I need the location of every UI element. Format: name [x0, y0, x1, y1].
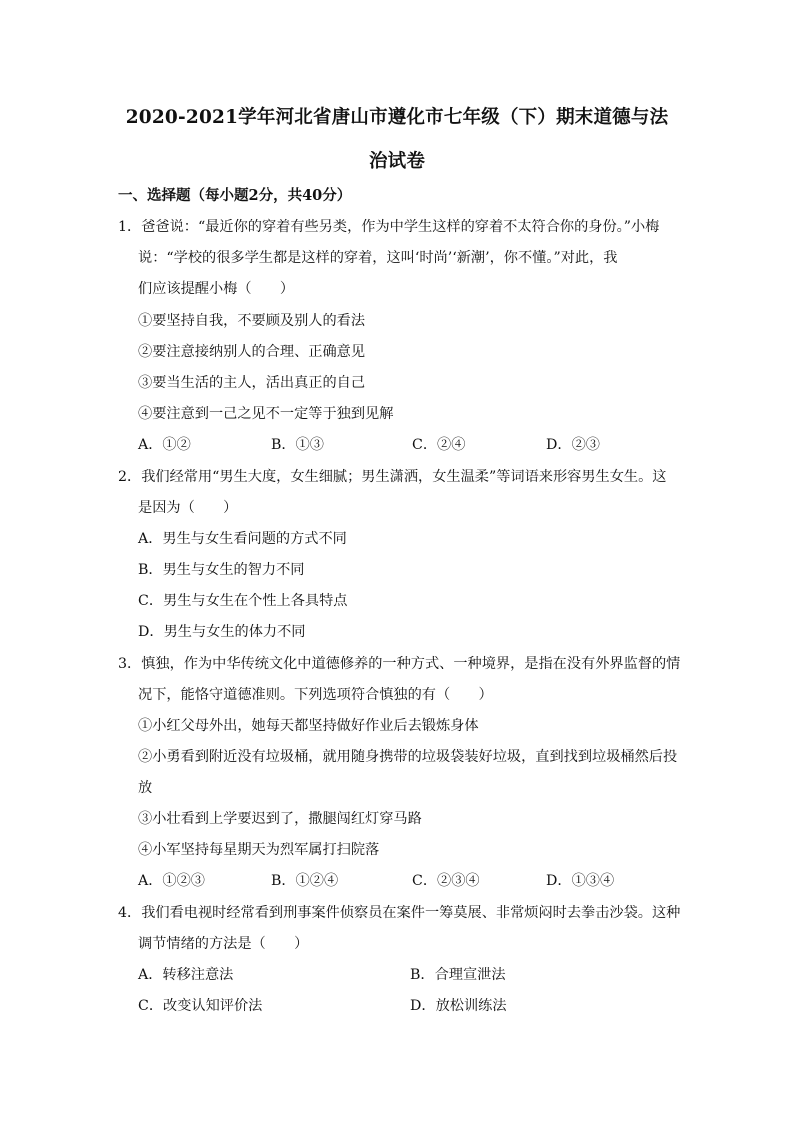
- question-1-stem-line-1: 1．爸爸说：“最近你的穿着有些另类，作为中学生这样的穿着不太符合你的身份。”小梅: [118, 219, 660, 235]
- question-3-stem-line-1: 3．慎独，作为中华传统文化中道德修养的一种方式、一种境界，是指在没有外界监督的情: [118, 656, 681, 672]
- question-3-statement-4: ④小军坚持每星期天为烈军属打扫院落: [138, 842, 380, 858]
- question-3-choice-b[interactable]: B．①②④: [271, 873, 339, 889]
- question-1-choice-a[interactable]: A．①②: [138, 437, 191, 453]
- exam-title-line-1: 2020-2021学年河北省唐山市遵化市七年级（下）期末道德与法: [125, 107, 669, 128]
- question-3-choice-d[interactable]: D．①③④: [546, 873, 615, 889]
- question-2-stem-line-2: 是因为（ ）: [138, 500, 238, 516]
- question-2-choice-c[interactable]: C．男生与女生在个性上各具特点: [138, 593, 348, 609]
- question-2-stem-line-1: 2．我们经常用“男生大度，女生细腻；男生潇洒，女生温柔”等词语来形容男生女生。这: [118, 469, 667, 485]
- question-4-stem-line-2: 调节情绪的方法是（ ）: [138, 936, 309, 952]
- question-4-stem-line-1: 4．我们看电视时经常看到刑事案件侦察员在案件一筹莫展、非常烦闷时去拳击沙袋。这种: [118, 905, 681, 921]
- question-4-choice-c[interactable]: C．改变认知评价法: [138, 998, 263, 1014]
- question-3-statement-1: ①小红父母外出，她每天都坚持做好作业后去锻炼身体: [138, 718, 479, 734]
- question-3-statement-3: ③小壮看到上学要迟到了，撒腿闯红灯穿马路: [138, 811, 422, 827]
- question-3-stem-line-2: 况下，能恪守道德准则。下列选项符合慎独的有（ ）: [138, 687, 493, 703]
- exam-title-line-2: 治试卷: [368, 151, 426, 172]
- question-2-choice-a[interactable]: A．男生与女生看问题的方式不同: [138, 531, 347, 547]
- question-4-choice-b[interactable]: B．合理宣泄法: [410, 967, 506, 983]
- question-3-statement-2: ②小勇看到附近没有垃圾桶，就用随身携带的垃圾袋装好垃圾，直到找到垃圾桶然后投: [138, 749, 678, 765]
- question-1-stem-line-3: 们应该提醒小梅（ ）: [138, 281, 295, 297]
- question-1-choice-d[interactable]: D．②③: [546, 437, 600, 453]
- question-2-choice-d[interactable]: D．男生与女生的体力不同: [138, 624, 306, 640]
- question-2-choice-b[interactable]: B．男生与女生的智力不同: [138, 562, 305, 578]
- question-4-choice-a[interactable]: A．转移注意法: [138, 967, 234, 983]
- question-3-statement-2-cont: 放: [138, 780, 153, 796]
- question-1-statement-2: ②要注意接纳别人的合理、正确意见: [138, 344, 366, 360]
- question-1-statement-3: ③要当生活的主人，活出真正的自己: [138, 375, 366, 391]
- question-1-stem-line-2: 说：“学校的很多学生都是这样的穿着，这叫‘时尚’‘新潮’，你不懂。”对此，我: [138, 250, 618, 266]
- section-heading: 一、选择题（每小题2分，共40分）: [118, 187, 352, 204]
- question-1-choice-c[interactable]: C．②④: [412, 437, 466, 453]
- question-3-choice-c[interactable]: C．②③④: [412, 873, 480, 889]
- question-1-statement-1: ①要坚持自我，不要顾及别人的看法: [138, 313, 366, 329]
- question-1-statement-4: ④要注意到一己之见不一定等于独到见解: [138, 406, 394, 422]
- question-1-choice-b[interactable]: B．①③: [271, 437, 324, 453]
- question-4-choice-d[interactable]: D．放松训练法: [410, 998, 507, 1014]
- question-3-choice-a[interactable]: A．①②③: [138, 873, 205, 889]
